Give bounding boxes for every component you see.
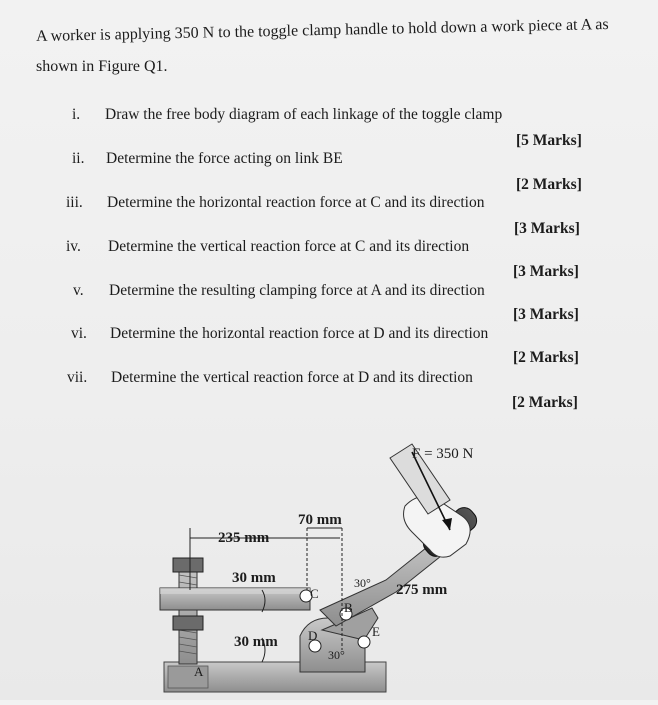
question-6-marks: [2 Marks]	[513, 349, 579, 366]
dimension-275mm: 275 mm	[396, 582, 448, 598]
point-a-label: A	[194, 664, 204, 679]
question-text: Determine the horizontal reaction force at C and its direction	[107, 194, 485, 211]
question-2-marks: [2 Marks]	[516, 176, 582, 193]
angle-30-top: 30°	[354, 576, 371, 590]
bottom-nut	[173, 616, 203, 630]
question-number: vii.	[67, 369, 88, 386]
question-1-marks: [5 Marks]	[516, 132, 582, 149]
question-text: Determine the resulting clamping force at A and its direction	[109, 282, 485, 299]
question-number: ii.	[72, 150, 85, 167]
point-d-label: D	[308, 628, 318, 643]
question-number: iv.	[66, 238, 81, 255]
problem-statement	[35, 16, 626, 82]
dimension-70mm: 70 mm	[298, 512, 342, 528]
question-5-marks: [3 Marks]	[513, 306, 579, 323]
point-b-label: B	[344, 600, 353, 615]
toggle-clamp-figure	[150, 440, 510, 700]
question-text: Draw the free body diagram of each linkage of the toggle clamp	[105, 106, 503, 123]
problem-line-2: shown in Figure Q1.	[36, 58, 168, 75]
question-text: Determine the vertical reaction force at D and its direction	[111, 369, 473, 386]
dimension-30mm-bottom: 30 mm	[234, 634, 278, 650]
angle-30-bottom: 30°	[328, 648, 345, 662]
dimension-235mm: 235 mm	[218, 530, 270, 546]
question-number: iii.	[66, 194, 83, 211]
question-text: Determine the horizontal reaction force at D and its direction	[110, 325, 489, 342]
force-label: F = 350 N	[412, 446, 474, 462]
question-text: Determine the force acting on link BE	[106, 150, 343, 167]
question-number: i.	[72, 106, 81, 123]
question-text: Determine the vertical reaction force at C and its direction	[108, 238, 470, 255]
question-number: v.	[73, 282, 84, 299]
question-3-marks: [3 Marks]	[514, 220, 580, 237]
question-number: vi.	[71, 325, 87, 342]
point-e-label: E	[372, 624, 380, 639]
point-c-label: C	[310, 586, 319, 601]
question-7-marks: [2 Marks]	[512, 394, 578, 411]
top-nut	[173, 558, 203, 572]
pin-e	[358, 636, 370, 648]
dimension-30mm-top: 30 mm	[232, 570, 276, 586]
problem-line-1: A worker is applying 350 N to the toggle clamp handle to hold down a work piece at A as	[35, 16, 609, 45]
question-4-marks: [3 Marks]	[513, 263, 579, 280]
